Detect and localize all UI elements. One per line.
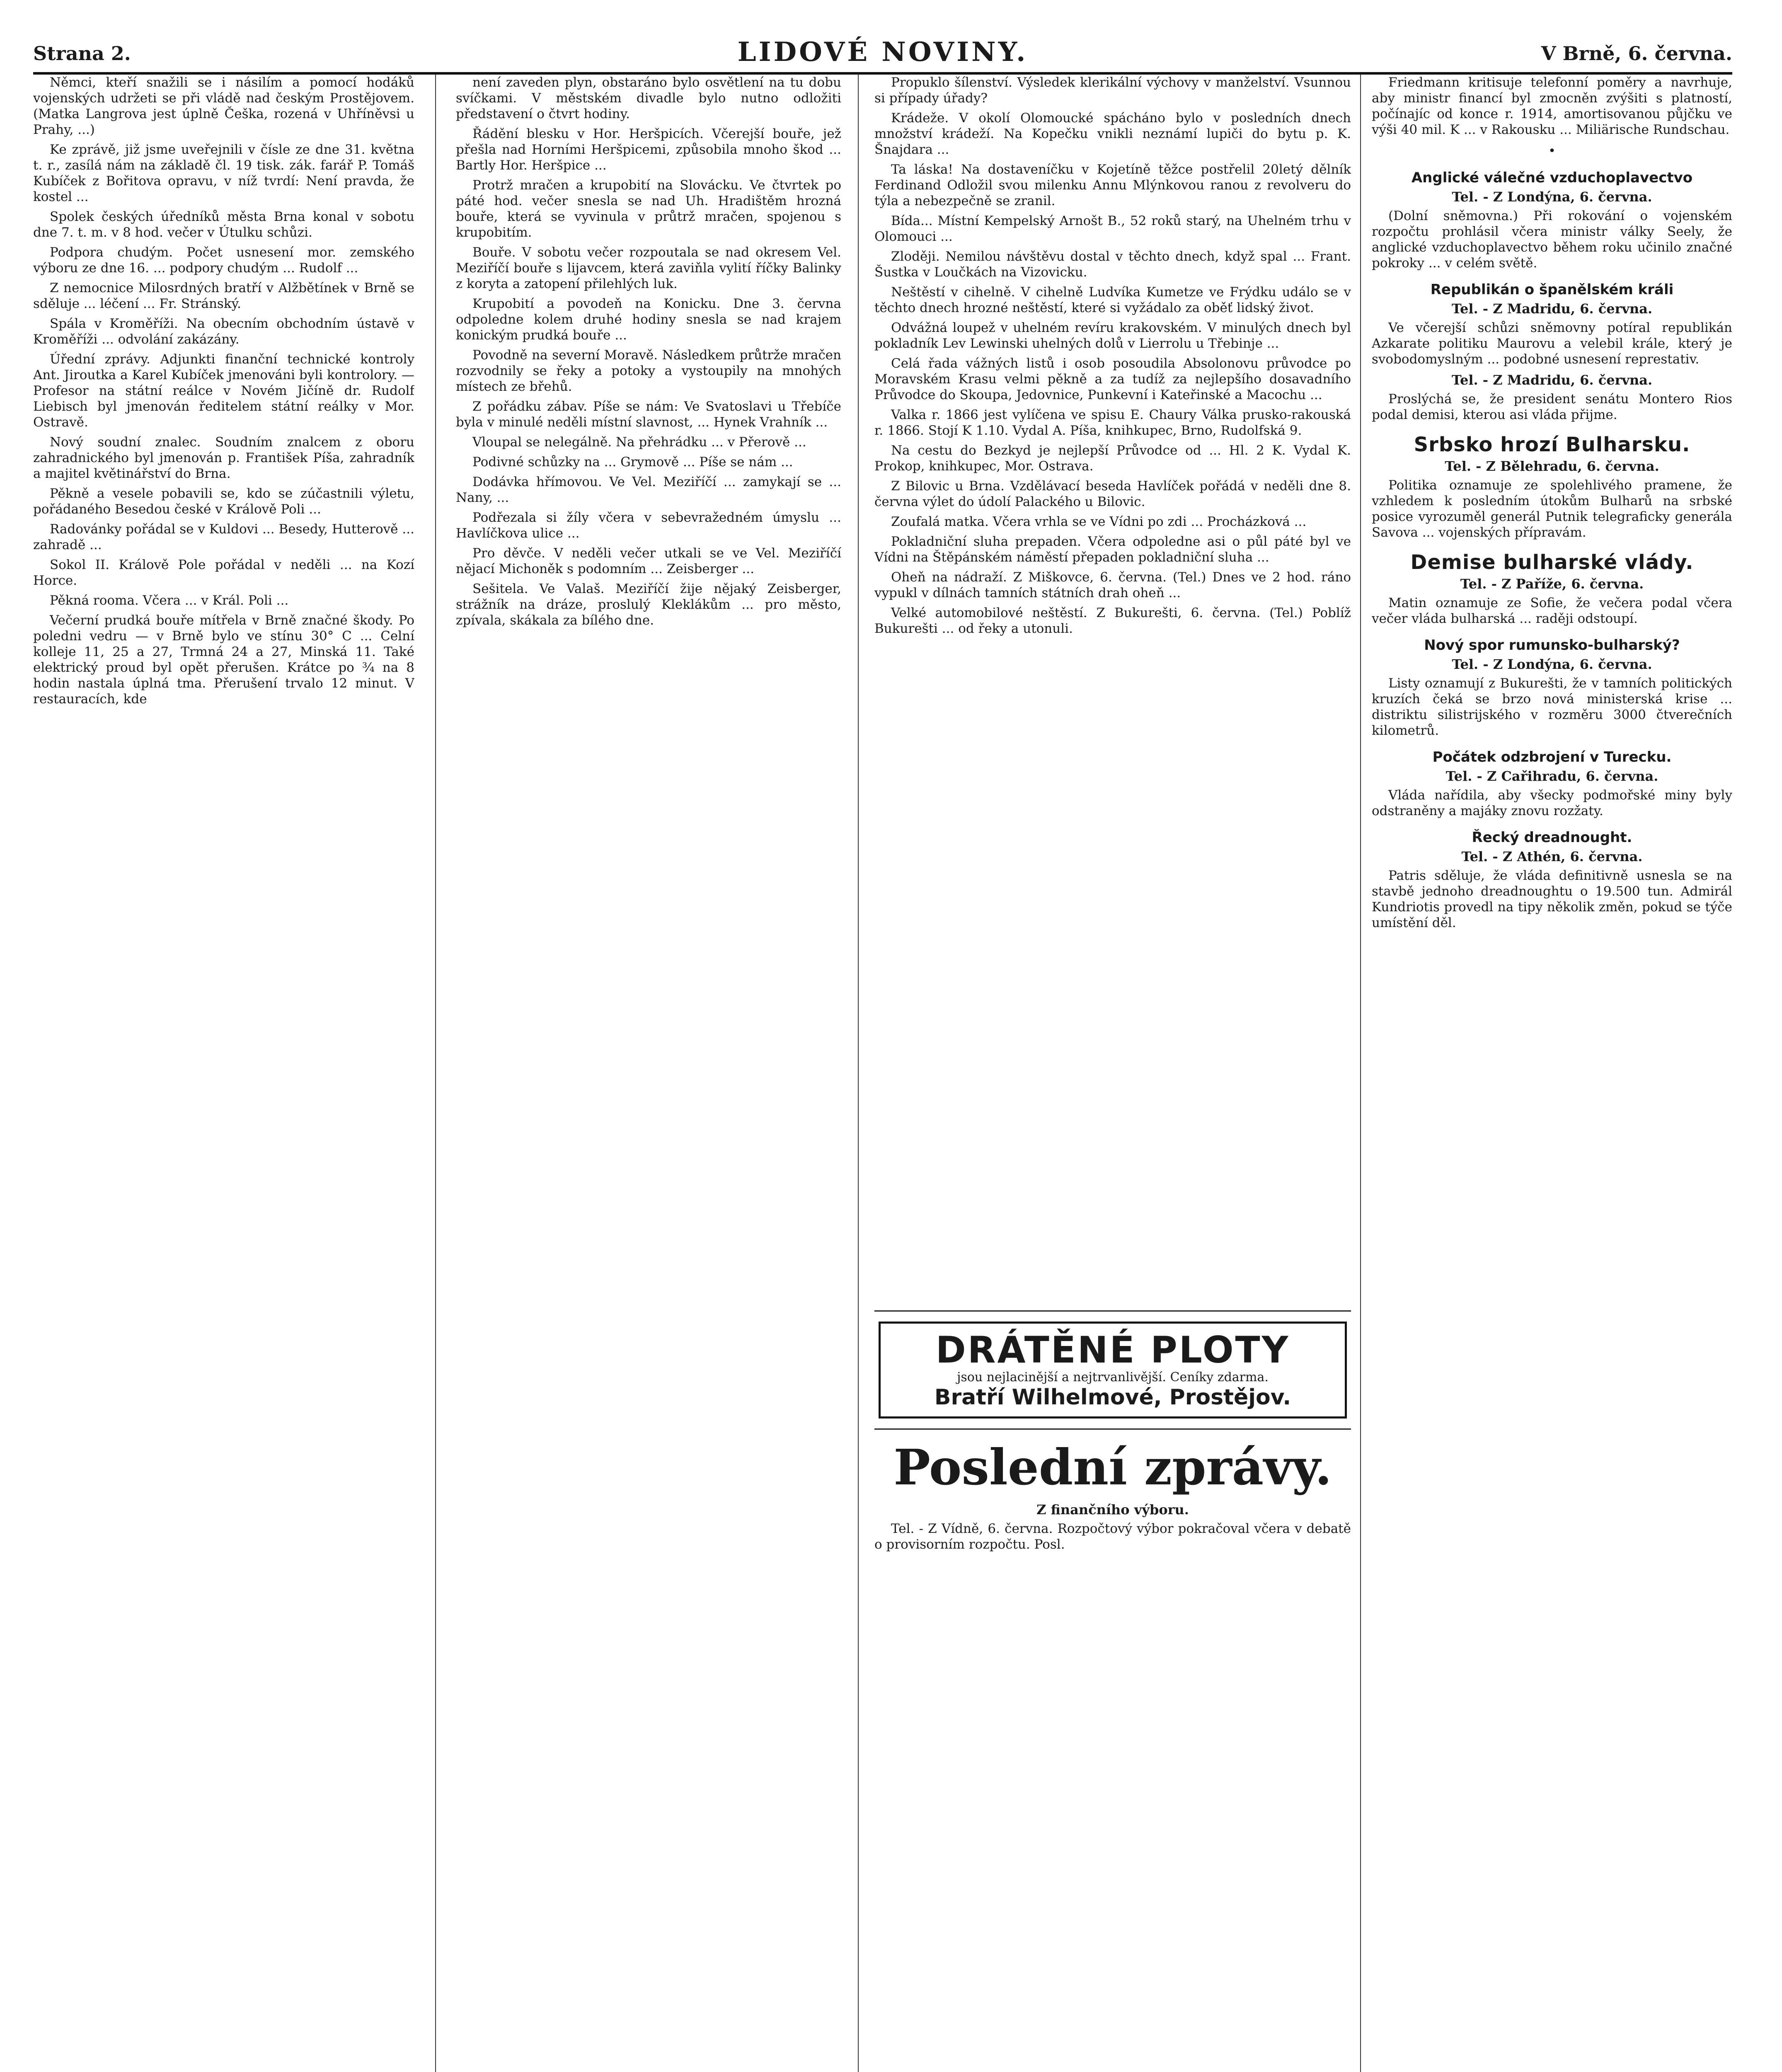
article-paragraph: Spolek českých úředníků města Brna konal v sobotu dne 7. t. m. v 8 hod. večer v Útulku schůzi. <box>33 209 414 240</box>
article-paragraph: Radovánky pořádal se v Kuldovi ... Besedy, Hutterově ... zahradě ... <box>33 522 414 552</box>
article-paragraph: Pěkná rooma. Včera ... v Král. Poli ... <box>50 593 289 608</box>
article-paragraph: Ta láska! Na dostaveníčku v Kojetíně těžce postřelil 20letý dělník Ferdinand Odložil svou milenku Annu Mlýnkovou ranou z revolveru do týla a nebezpečně se zranil. <box>874 162 1351 208</box>
page-number: Strana 2. <box>33 42 131 65</box>
advertisement <box>879 1322 1347 1418</box>
article-paragraph: Listy oznamují z Bukurešti, že v tamních politických kruzích čeká se brzo nová ministerská krise ... distriktu silistrijského v rozměru 3000 čtverečních kilometrů. <box>1372 676 1732 738</box>
article-paragraph: Vláda nařídila, aby všecky podmořské miny byly odstraněny a majáky znovu rozžaty. <box>1372 788 1732 818</box>
article-paragraph: Nový soudní znalec. Soudním znalcem z oboru zahradnického byl jmenován p. František Píša, zahradník a majitel květinářství do Brna. <box>33 435 414 481</box>
article-paragraph: Ve včerejší schůzi sněmovny potíral republikán Azkarate politiku Maurovu a velebil krále, který je svobodomyslným ... podobné usnesení represtativ. <box>1372 320 1732 367</box>
article-paragraph: Pro děvče. V neděli večer utkali se ve Vel. Meziříčí nějací Michoněk s podomním ... Zeisberger ... <box>456 546 841 576</box>
article-paragraph: Proslýchá se, že president senátu Montero Rios podal demisi, kterou asi vláda přijme. <box>1372 392 1732 422</box>
article-paragraph: Ke zprávě, již jsme uveřejnili v čísle ze dne 31. května t. r., zasílá nám na základě čl. 19 tisk. zák. farář P. Tomáš Kubíček z Bořitova opravu, v níž tvrdí: Není pravda, že kostel ... <box>33 142 414 204</box>
article-paragraph: Řádění blesku v Hor. Heršpicích. Včerejší bouře, jež přešla nad Horními Heršpicemi, způsobila mnoho škod ... Bartly Hor. Heršpice ... <box>456 126 841 173</box>
separator-dot: • <box>1548 144 1556 158</box>
article-paragraph: Podřezala si žíly včera v sebevražedném úmyslu ... Havlíčkova ulice ... <box>456 510 841 541</box>
dateline: Tel. - Z Madridu, 6. června. <box>1451 372 1653 388</box>
article-paragraph: Podpora chudým. Počet usnesení mor. zemského výboru ze dne 16. ... podpory chudým ... Rudolf ... <box>33 245 414 276</box>
dateline: Tel. - Z Athén, 6. června. <box>1461 849 1643 864</box>
article-headline: Počátek odzbrojení v Turecku. <box>1432 749 1672 765</box>
article-paragraph: Tel. - Z Vídně, 6. června. Rozpočtový výbor pokračoval včera v debatě o provisorním rozpočtu. Posl. <box>874 1521 1351 1552</box>
ad-subtitle: jsou nejlacinější a nejtrvanlivější. Ceníky zdarma. <box>957 1370 1269 1385</box>
article-paragraph: Friedmann kritisuje telefonní poměry a navrhuje, aby ministr financí byl zmocněn zvýšiti s platností, počínajíc od konce r. 1914, amortisovanou půjčku ve výši 40 mil. K ... v Rakousku ... Miliärische Rundschau. <box>1372 75 1732 137</box>
masthead <box>33 36 1732 75</box>
article-headline: Řecký dreadnought. <box>1472 829 1632 846</box>
article-paragraph: Valka r. 1866 jest vylíčena ve spisu E. Chaury Válka prusko-rakouská r. 1866. Stojí K 1.10. Vydal A. Píša, knihkupec, Brno, Rudolfská 9. <box>874 407 1351 438</box>
article-paragraph: Úřední zprávy. Adjunkti finanční technické kontroly Ant. Jiroutka a Karel Kubíček jmenováni byli kontrolory. — Profesor na státní reálce v Novém Jičíně dr. Rudolf Liebisch byl jmenován ředitelem státní reálky v Mor. Ostravě. <box>33 352 414 430</box>
article-paragraph: Z nemocnice Milosrdných bratří v Alžbětínek v Brně se sděluje ... léčení ... Fr. Stránský. <box>33 281 414 311</box>
section-divider <box>874 1310 1351 1312</box>
section-divider <box>874 1428 1351 1430</box>
issue-date: V Brně, 6. června. <box>1541 42 1732 65</box>
article-paragraph: Dodávka hřímovou. Ve Vel. Meziříčí ... zamykají se ... Nany, ... <box>456 474 841 505</box>
article-paragraph: Odvážná loupež v uhelném revíru krakovském. V minulých dnech byl pokladník Lev Lewinski uhelných dolů v Lierrolu u Třebinje ... <box>874 320 1351 351</box>
column-3 <box>874 75 1351 2072</box>
column-3-articles <box>874 75 1351 1301</box>
article-headline: Srbsko hrozí Bulharsku. <box>1414 433 1690 456</box>
column-4 <box>1372 75 1732 2072</box>
column-1 <box>33 75 414 2072</box>
article-headline: Nový spor rumunsko-bulharský? <box>1424 637 1680 654</box>
dateline: Tel. - Z Londýna, 6. června. <box>1452 189 1652 205</box>
article-paragraph: Bída... Místní Kempelský Arnošt B., 52 roků starý, na Uhelném trhu v Olomouci ... <box>874 213 1351 244</box>
article-headline: Republikán o španělském králi <box>1430 281 1674 298</box>
article-paragraph: Z pořádku zábav. Píše se nám: Ve Svatoslavi u Třebíče byla v minulé neděli místní slavnost, ... Hynek Vrahník ... <box>456 399 841 430</box>
article-paragraph: Vloupal se nelegálně. Na přehrádku ... v Přerově ... <box>472 435 806 450</box>
column-rule <box>1360 75 1361 2072</box>
article-paragraph: Oheň na nádraží. Z Miškovce, 6. června. (Tel.) Dnes ve 2 hod. ráno vypukl v dílnách tamních státních drah oheň ... <box>874 570 1351 600</box>
article-paragraph: Protrž mračen a krupobití na Slovácku. Ve čtvrtek po páté hod. večer snesla se nad Uh. Hradištěm hrozná bouře, která se vyvinula v průtrž mračen, spojenou s krupobitím. <box>456 178 841 240</box>
article-paragraph: Politika oznamuje ze spolehlivého pramene, že vzhledem k posledním útokům Bulharů na srbské posice vyrozuměl generál Putnik telegraficky generála Savova ... vojenských přípravám. <box>1372 478 1732 540</box>
article-paragraph: Sokol II. Králově Pole pořádal v neděli ... na Kozí Horce. <box>33 557 414 588</box>
article-paragraph: Propuklo šílenství. Výsledek klerikální výchovy v manželství. Vsunnou si případy úřady? <box>874 75 1351 106</box>
article-paragraph: Velké automobilové neštěstí. Z Bukurešti, 6. června. (Tel.) Poblíž Bukurešti ... od řeky a utonuli. <box>874 605 1351 636</box>
article-paragraph: Zloději. Nemilou návštěvu dostal v těchto dnech, když spal ... Frant. Šustka v Loučkách na Vizovicku. <box>874 249 1351 280</box>
dateline: Tel. - Z Cařihradu, 6. června. <box>1445 768 1659 784</box>
article-paragraph: Večerní prudká bouře mítřela v Brně značné škody. Po poledni vedru — v Brně bylo ve stínu 30° C ... Celní kolleje 11, 25 a 27, Trmná 24 a 27, Minská 11. Také elektrický proud byl opět přerušen. Krátce po ¾ na 8 hodin nastala úplná tma. Přerušení trvalo 12 minut. V restauracích, kde <box>33 613 414 707</box>
article-paragraph: Patris sděluje, že vláda definitivně usnesla se na stavbě jednoho dreadnoughtu o 19.500 tun. Admirál Kundriotis provedl na tipy několik změn, pokud se týče umístění děl. <box>1372 868 1732 930</box>
dateline: Tel. - Z Bělehradu, 6. června. <box>1445 458 1659 474</box>
article-paragraph: Sešitela. Ve Valaš. Meziříčí žije nějaký Zeisberger, strážník na dráze, proslulý Kleklákům ... pro město, zpívala, skákala za bílého dne. <box>456 581 841 628</box>
article-paragraph: Na cestu do Bezkyd je nejlepší Průvodce od ... Hl. 2 K. Vydal K. Prokop, knihkupec, Mor. Ostrava. <box>874 443 1351 474</box>
article-paragraph: Spála v Kroměříži. Na obecním obchodním ústavě v Kroměříži ... odvolání zakázány. <box>33 316 414 347</box>
dateline: Tel. - Z Londýna, 6. června. <box>1452 656 1652 672</box>
article-paragraph: Povodně na severní Moravě. Následkem průtrže mračen rozvodnily se řeky a potoky a vystoupily na mnohých místech ze břehů. <box>456 348 841 394</box>
column-rule <box>858 75 859 2072</box>
article-paragraph: Zoufalá matka. Včera vrhla se ve Vídni po zdi ... Procházková ... <box>891 514 1307 529</box>
article-paragraph: Němci, kteří snažili se i násilím a pomocí hodáků vojenských udržeti se při vládě nad českým Prostějovem. (Matka Langrova jest úplně Češka, rozená v Uhříněvsi u Prahy, ...) <box>33 75 414 137</box>
latest-news-subheading: Z finančního výboru. <box>1036 1502 1189 1518</box>
article-headline: Demise bulharské vlády. <box>1410 551 1694 574</box>
ad-title: DRÁTĚNÉ PLOTY <box>935 1329 1290 1371</box>
dateline: Tel. - Z Paříže, 6. června. <box>1460 576 1644 592</box>
dateline: Tel. - Z Madridu, 6. června. <box>1451 301 1653 317</box>
newspaper-title: LIDOVÉ NOVINY. <box>737 36 1028 68</box>
article-paragraph: Pěkně a vesele pobavili se, kdo se zúčastnili výletu, pořádaného Besedou české v Králově Poli ... <box>33 486 414 517</box>
ad-firm: Bratří Wilhelmové, Prostějov. <box>934 1385 1291 1410</box>
article-headline: Anglické válečné vzduchoplavectvo <box>1411 169 1693 186</box>
article-paragraph: Z Bilovic u Brna. Vzdělávací beseda Havlíček pořádá v neděli dne 8. června výlet do údolí Palackého u Bilovic. <box>874 479 1351 509</box>
latest-news-title: Poslední zprávy. <box>893 1438 1332 1496</box>
article-paragraph: Podivné schůzky na ... Grymově ... Píše se nám ... <box>472 455 793 470</box>
article-paragraph: Celá řada vážných listů i osob posoudila Absolonovu průvodce po Moravském Krasu velmi pěkně a za tudíž za nejlepšího dosavadního Průvodce do Skoupa, Jedovnice, Punkevní i Kateřinské a Macochu ... <box>874 356 1351 402</box>
newspaper-page <box>8 0 1732 2072</box>
column-2 <box>456 75 841 2072</box>
article-paragraph: Pokladniční sluha prepaden. Včera odpoledne asi o půl páté byl ve Vídni na Štěpánském náměstí přepaden pokladniční sluha ... <box>874 534 1351 565</box>
article-paragraph: Krádeže. V okolí Olomoucké spácháno bylo v posledních dnech množství krádeží. Na Kopečku vnikli neznámí lupiči do bytu p. K. Šnajdara ... <box>874 111 1351 157</box>
article-paragraph: (Dolní sněmovna.) Při rokování o vojenském rozpočtu prohlásil včera ministr války Seely, že anglické vzduchoplavectvo během roku učinilo značné pokroky ... v celém světě. <box>1372 208 1732 271</box>
article-paragraph: Matin oznamuje ze Sofie, že večera podal včera večer vláda bulharská ... raději odstoupí. <box>1372 595 1732 626</box>
article-paragraph: Bouře. V sobotu večer rozpoutala se nad okresem Vel. Meziříčí bouře s lijavcem, která zaviňla vylití říčky Balinky z koryta a zatopení přilehlých luk. <box>456 245 841 291</box>
article-paragraph: Neštěstí v cihelně. V cihelně Ludvíka Kumetze ve Frýdku událo se v těchto dnech hrozné neštěstí, které si vyžádalo za oběť lidský život. <box>874 285 1351 315</box>
article-paragraph: Krupobití a povodeň na Konicku. Dne 3. června odpoledne kolem druhé hodiny snesla se nad krajem konickým prudká bouře ... <box>456 296 841 343</box>
article-paragraph: není zaveden plyn, obstaráno bylo osvětlení na tu dobu svíčkami. V městském divadle bylo nutno odložiti představení o čtvrt hodiny. <box>456 75 841 121</box>
column-rule <box>435 75 436 2072</box>
